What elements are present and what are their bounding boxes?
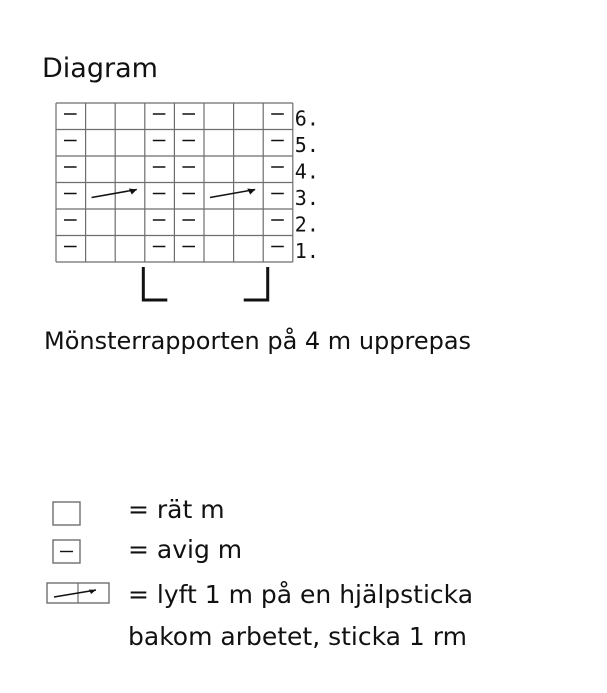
- row-label: 5.: [294, 133, 319, 157]
- row-label: 4.: [294, 159, 319, 184]
- legend-text-slip: = lyft 1 m på en hjälpsticka: [128, 580, 474, 609]
- knitting-chart: [0, 0, 607, 320]
- repeat-bracket-right: [244, 267, 268, 300]
- row-label: 6.: [294, 106, 319, 131]
- row-label: 1.: [294, 239, 319, 263]
- slip-arrow-head: [129, 189, 137, 195]
- row-label: 3.: [294, 186, 319, 210]
- page-title: Diagram: [42, 53, 158, 84]
- knit-box-icon: [52, 501, 82, 527]
- legend-text-slip-continuation: bakom arbetet, sticka 1 rm: [128, 622, 467, 651]
- purl-box-icon: [52, 539, 82, 565]
- repeat-caption: Mönsterrapporten på 4 m upprepas: [44, 327, 472, 355]
- legend-text-knit: = rät m: [128, 495, 225, 524]
- repeat-bracket-left: [143, 267, 167, 300]
- slip-arrow-icon: [46, 582, 112, 606]
- row-label: 2.: [294, 212, 319, 237]
- slip-arrow-head: [247, 189, 255, 195]
- legend-text-purl: = avig m: [128, 535, 243, 564]
